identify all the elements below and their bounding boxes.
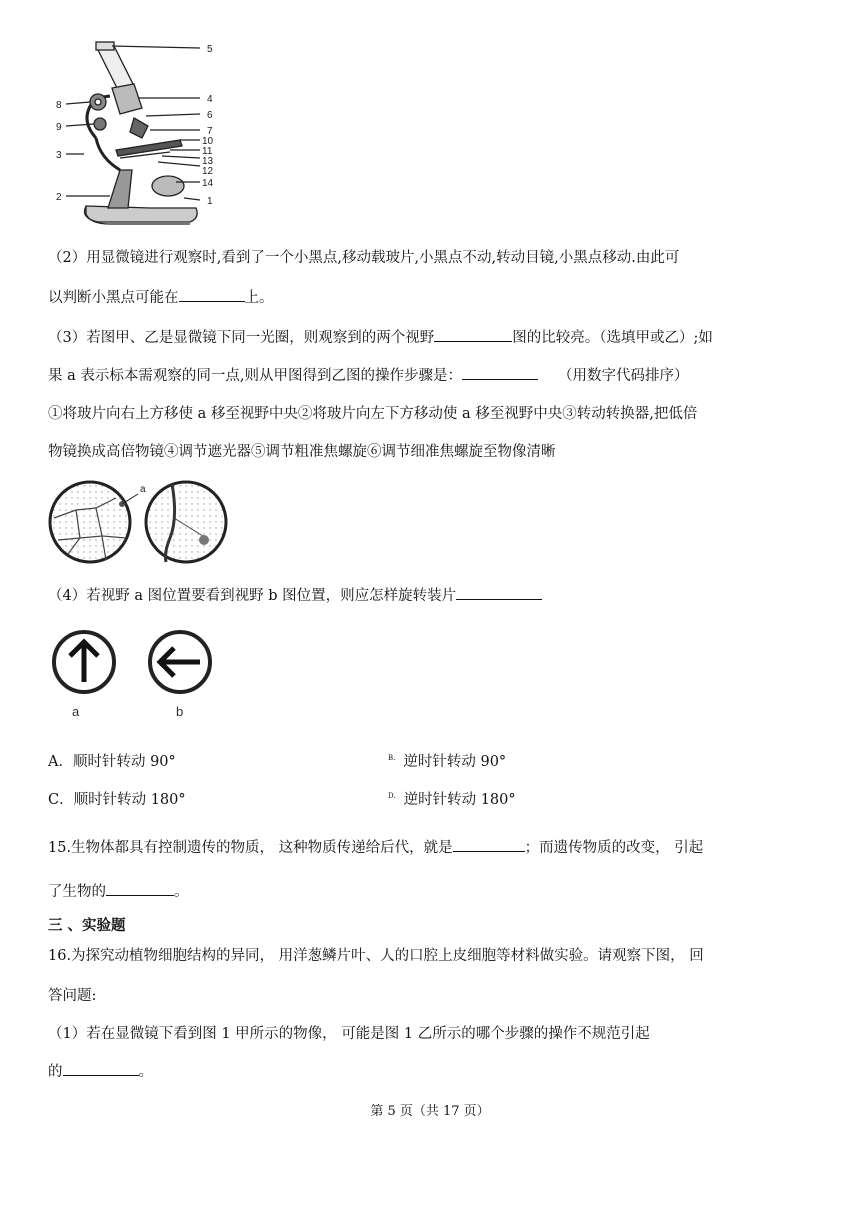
option-c[interactable]: C．顺时针转动 180° bbox=[48, 792, 186, 808]
answer-blank[interactable] bbox=[434, 340, 512, 342]
answer-blank[interactable] bbox=[179, 300, 245, 302]
q3-text: （3）若图甲、乙是显微镜下同一光圈，则观察到的两个视野 bbox=[48, 330, 435, 346]
microscope-label: 7 bbox=[207, 126, 213, 137]
arrow-label: a bbox=[72, 704, 80, 719]
microscope-label: 12 bbox=[202, 166, 214, 177]
q2-text: 以判断小黑点可能在 bbox=[48, 290, 179, 306]
microscope-label: 1 bbox=[207, 196, 213, 207]
q16-sub1: （1）若在显微镜下看到图 1 甲所示的物像， 可能是图 1 乙所示的哪个步骤的操作不规范引起 bbox=[48, 1026, 650, 1042]
q16-text: 的 bbox=[48, 1064, 63, 1080]
answer-blank[interactable] bbox=[453, 850, 525, 852]
q16-sub1-line2 bbox=[48, 1060, 153, 1081]
view-field-figure bbox=[46, 478, 232, 568]
fig-a-label: a bbox=[140, 484, 146, 495]
microscope-label: 9 bbox=[56, 122, 62, 133]
q15-text: 15.生物体都具有控制遗传的物质， 这种物质传递给后代，就是 bbox=[48, 840, 453, 856]
answer-blank[interactable] bbox=[106, 894, 174, 896]
answer-blank[interactable] bbox=[456, 598, 542, 600]
q3-line4: 物镜换成高倍物镜④调节遮光器⑤调节粗准焦螺旋⑥调节细准焦螺旋至物像清晰 bbox=[48, 444, 556, 460]
q16-line2: 答问题: bbox=[48, 988, 97, 1004]
arrow-up-icon bbox=[54, 632, 114, 692]
microscope-label: 6 bbox=[207, 110, 213, 121]
answer-blank[interactable] bbox=[462, 378, 538, 380]
microscope-label: 13 bbox=[202, 156, 214, 167]
microscope-label: 3 bbox=[56, 150, 62, 161]
q4-text: （4）若视野 a 图位置要看到视野 b 图位置，则应怎样旋转装片 bbox=[48, 588, 457, 604]
arrow-figure bbox=[50, 628, 220, 722]
microscope-label: 14 bbox=[202, 178, 214, 189]
microscope-label: 2 bbox=[56, 192, 62, 203]
view-field-b bbox=[146, 482, 226, 562]
q2-line1: （2）用显微镜进行观察时,看到了一个小黑点,移动载玻片,小黑点不动,转动目镜,小黑点移动.由此可 bbox=[48, 250, 680, 266]
section-title: 三 、实验题 bbox=[48, 918, 126, 934]
option-d[interactable] bbox=[388, 788, 516, 809]
q15-text-end: ；而遗传物质的改变， 引起 bbox=[524, 840, 704, 856]
page-footer: 第 5 页（共 17 页） bbox=[370, 1104, 490, 1119]
q15-text-end: 。 bbox=[174, 884, 189, 900]
answer-blank[interactable] bbox=[63, 1074, 139, 1076]
q3-hint: （用数字代码排序） bbox=[557, 368, 689, 384]
arrow-label: b bbox=[176, 704, 184, 719]
q4-line bbox=[48, 584, 542, 605]
option-a[interactable]: A．顺时针转动 90° bbox=[48, 754, 176, 770]
microscope-label: 8 bbox=[56, 100, 62, 111]
q3-line2 bbox=[48, 364, 688, 385]
q15-line1 bbox=[48, 836, 703, 857]
q3-line1 bbox=[48, 326, 713, 347]
option-b[interactable] bbox=[388, 750, 506, 771]
q15-text: 了生物的 bbox=[48, 884, 106, 900]
option-b-mark: B. bbox=[388, 754, 396, 763]
q16-text-end: 。 bbox=[138, 1064, 153, 1080]
microscope-figure bbox=[50, 38, 230, 233]
option-d-mark: D. bbox=[388, 792, 396, 801]
q16-line1: 16.为探究动植物细胞结构的异同， 用洋葱鳞片叶、人的口腔上皮细胞等材料做实验。请观察下图， 回 bbox=[48, 948, 704, 964]
q2-line2 bbox=[48, 286, 274, 307]
q3-line3: ①将玻片向右上方移使 a 移至视野中央②将玻片向左下方移动使 a 移至视野中央③转动转换器,把低倍 bbox=[48, 406, 698, 422]
q15-line2 bbox=[48, 880, 189, 901]
microscope-label: 4 bbox=[207, 94, 213, 105]
option-b-text: 逆时针转动 90° bbox=[403, 754, 507, 770]
microscope-label: 10 bbox=[202, 136, 214, 147]
microscope-label: 11 bbox=[202, 146, 213, 157]
arrow-left-icon bbox=[150, 632, 210, 692]
microscope-label: 5 bbox=[207, 44, 213, 55]
q3-text-end: 图的比较亮。（选填甲或乙）;如 bbox=[512, 330, 713, 346]
q3-text: 果 a 表示标本需观察的同一点,则从甲图得到乙图的操作步骤是： bbox=[48, 368, 462, 384]
q2-text-end: 上。 bbox=[244, 290, 274, 306]
option-d-text: 逆时针转动 180° bbox=[403, 792, 516, 808]
view-field-a bbox=[50, 482, 130, 562]
